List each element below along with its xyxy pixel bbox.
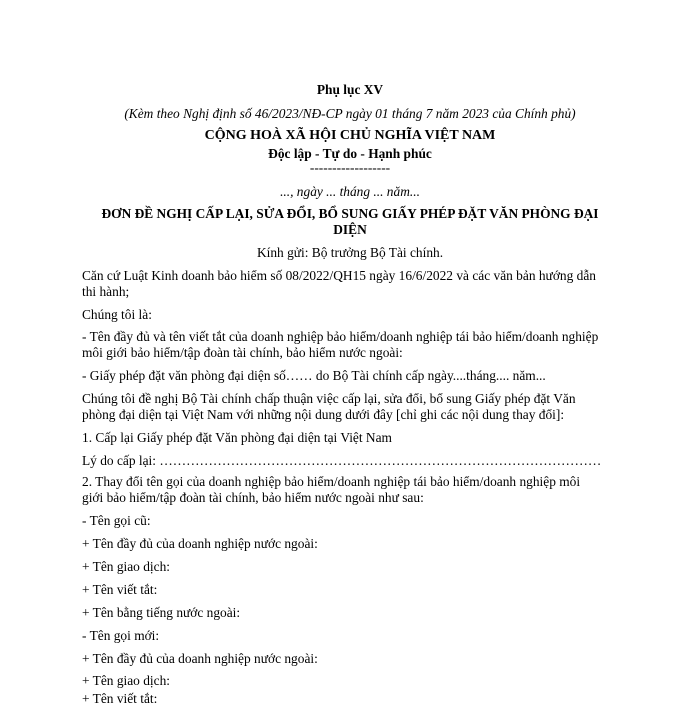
- new-abbreviation: + Tên viết tắt:: [82, 691, 158, 706]
- old-abbreviation: + Tên viết tắt:: [82, 582, 158, 597]
- date-line: ..., ngày ... tháng ... năm...: [280, 184, 420, 199]
- separator-rule: ------------------: [309, 160, 391, 175]
- form-title-line-1: ĐƠN ĐỀ NGHỊ CẤP LẠI, SỬA ĐỔI, BỔ SUNG GIẤY PHÉP ĐẶT VĂN PHÒNG ĐẠI: [101, 206, 599, 221]
- we-are-label: Chúng tôi là:: [82, 307, 152, 322]
- reason-line: Lý do cấp lại: ………………………………………………………………………………………: [82, 453, 602, 468]
- license-line: - Giấy phép đặt văn phòng đại diện số…… do Bộ Tài chính cấp ngày....tháng.... năm...: [82, 368, 546, 383]
- item-1-reissue: 1. Cấp lại Giấy phép đặt Văn phòng đại diện tại Việt Nam: [82, 430, 392, 445]
- appendix-title: Phụ lục XV: [316, 82, 384, 97]
- old-foreign-name: + Tên bằng tiếng nước ngoài:: [82, 605, 241, 620]
- motto: Độc lập - Tự do - Hạnh phúc: [268, 146, 432, 161]
- item-2-line-1: 2. Thay đổi tên gọi của doanh nghiệp bảo hiểm/doanh nghiệp tái bảo hiểm/doanh nghiệp môi: [82, 474, 581, 489]
- new-name-label: - Tên gọi mới:: [82, 628, 160, 643]
- country-name: CỘNG HOÀ XÃ HỘI CHỦ NGHĨA VIỆT NAM: [204, 128, 496, 143]
- company-name-line-2: môi giới bảo hiểm/tập đoàn tài chính, bảo hiểm nước ngoài:: [82, 345, 403, 360]
- request-line-1: Chúng tôi đề nghị Bộ Tài chính chấp thuận việc cấp lại, sửa đổi, bổ sung Giấy phép đặt Văn: [82, 391, 576, 406]
- old-trade-name: + Tên giao dịch:: [82, 559, 171, 574]
- attached-decree: (Kèm theo Nghị định số 46/2023/NĐ-CP ngày 01 tháng 7 năm 2023 của Chính phủ): [124, 106, 576, 121]
- new-full-name: + Tên đầy đủ của doanh nghiệp nước ngoài:: [82, 651, 318, 666]
- addressee: Kính gửi: Bộ trưởng Bộ Tài chính.: [256, 245, 444, 260]
- form-title-line-2: DIỆN: [333, 222, 367, 237]
- company-name-line-1: - Tên đầy đủ và tên viết tắt của doanh nghiệp bảo hiểm/doanh nghiệp tái bảo hiểm/doanh nghiệp: [82, 329, 599, 344]
- item-2-line-2: giới bảo hiểm/tập đoàn tài chính, bảo hiểm nước ngoài như sau:: [82, 490, 424, 505]
- old-full-name: + Tên đầy đủ của doanh nghiệp nước ngoài:: [82, 536, 318, 551]
- legal-basis-line-2: thi hành;: [82, 284, 130, 299]
- old-name-label: - Tên gọi cũ:: [82, 513, 151, 528]
- new-trade-name: + Tên giao dịch:: [82, 673, 171, 688]
- legal-basis-line-1: Căn cứ Luật Kinh doanh bảo hiểm số 08/2022/QH15 ngày 16/6/2022 và các văn bản hướng dẫn: [82, 268, 596, 283]
- request-line-2: phòng đại diện tại Việt Nam với những nội dung dưới đây [chỉ ghi các nội dung thay đổi]:: [82, 407, 565, 422]
